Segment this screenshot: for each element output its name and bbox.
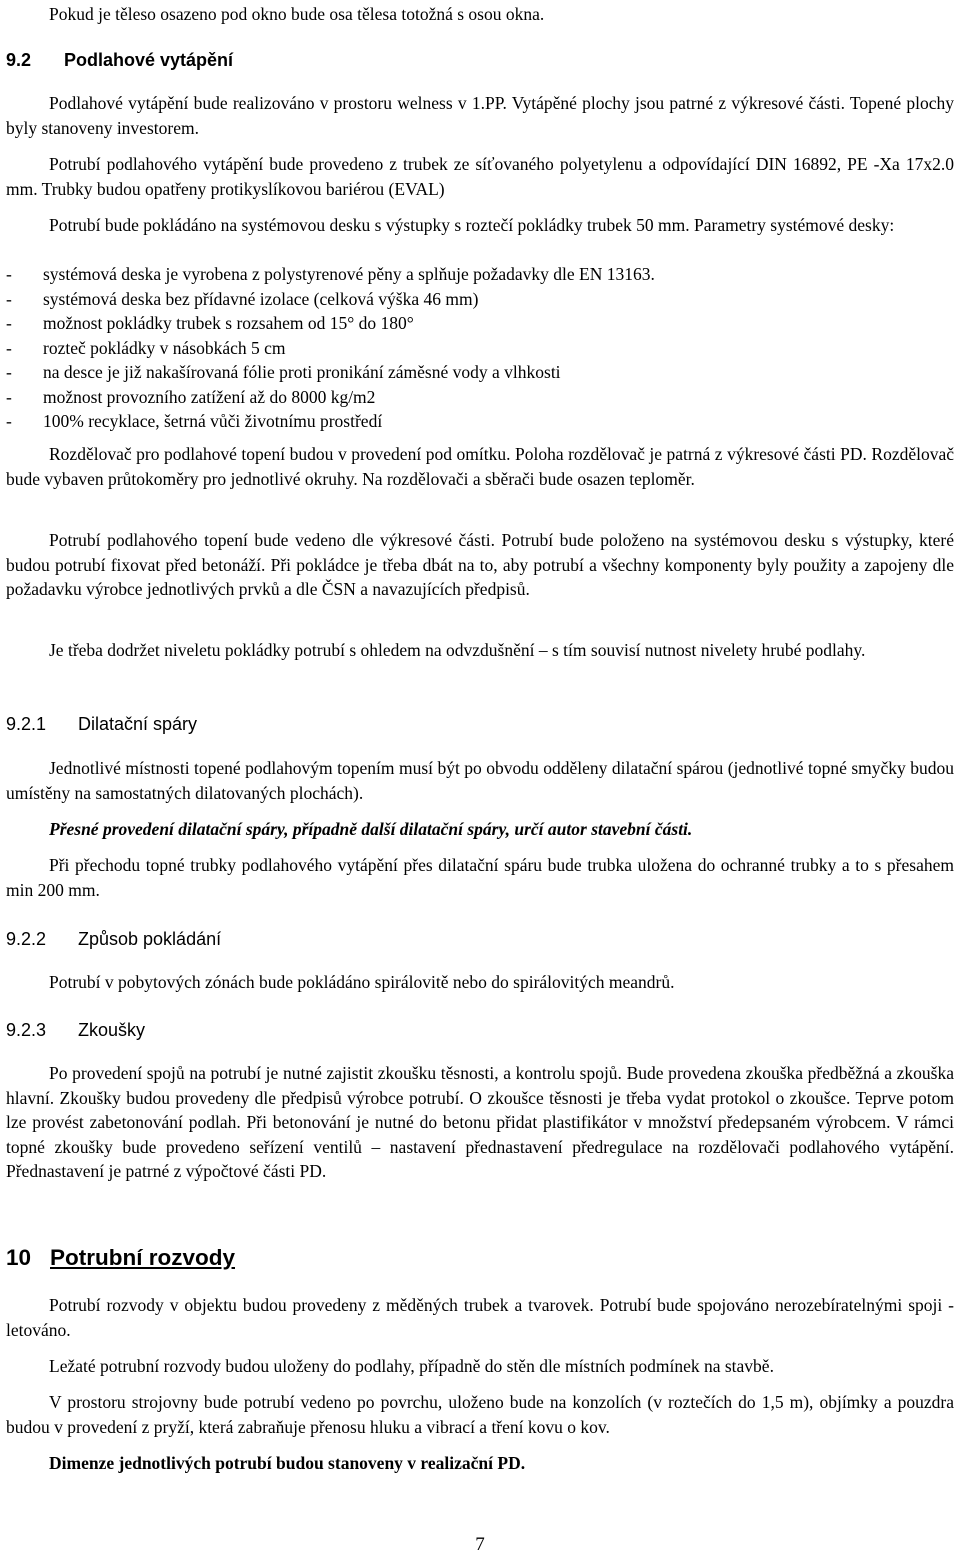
heading-9-2-3 [6, 1018, 145, 1042]
list-item: - 100% recyklace, šetrná vůči životnímu prostředí [6, 409, 954, 434]
paragraph-10-4: Dimenze jednotlivých potrubí budou stanoveny v realizační PD. [49, 1453, 526, 1473]
list-marker: - [6, 264, 12, 284]
paragraph-10-1: Potrubí rozvody v objektu budou provedeny z měděných trubek a tvarovek. Potrubí bude spojováno nerozebíratelnými spoji - letováno. [6, 1295, 954, 1340]
list-marker: - [6, 337, 12, 358]
list-marker: - [6, 362, 12, 382]
list-item: - systémová deska bez přídavné izolace (celková výška 46 mm) [6, 287, 954, 312]
paragraph-9-2-1-2: Přesné provedení dilatační spáry, případně další dilatační spáry, určí autor stavební části. [49, 819, 693, 839]
paragraph-9-2-6: Je třeba dodržet niveletu pokládky potrubí s ohledem na odvzdušnění – s tím souvisí nutnost nivelety hrubé podlahy. [49, 640, 866, 660]
paragraph-9-2-2-1: Potrubí v pobytových zónách bude pokládáno spirálovitě nebo do spirálovitých meandrů. [49, 972, 675, 992]
list-item: - možnost provozního zatížení až do 8000 kg/m2 [6, 385, 954, 410]
paragraph-10-2: Ležaté potrubní rozvody budou uloženy do podlahy, případně do stěn dle místních podmínek na stavbě. [49, 1356, 774, 1376]
paragraph-9-2-1: Podlahové vytápění bude realizováno v prostoru welness v 1.PP. Vytápěné plochy jsou patrné z výkresové části. Topené plochy byly stanoveny investorem. [6, 93, 954, 138]
list-marker: - [6, 386, 12, 407]
paragraph-9-2-3: Potrubí bude pokládáno na systémovou desku s výstupky s roztečí pokládky trubek 50 mm. Parametry systémové desky: [49, 215, 895, 235]
heading-10 [6, 1243, 235, 1273]
paragraph-9-2-1-3: Při přechodu topné trubky podlahového vytápění přes dilatační spáru bude trubka uložena do ochranné trubky a to s přesahem min 200 mm. [6, 855, 954, 900]
section-title: Dilatační spáry [78, 714, 198, 734]
section-title: Způsob pokládání [78, 929, 222, 949]
section-title: Potrubní rozvody [50, 1245, 235, 1270]
list-item: - rozteč pokládky v násobkách 5 cm [6, 336, 954, 361]
board-parameters-list [6, 262, 954, 434]
section-title: Zkoušky [78, 1020, 146, 1040]
paragraph-9-2-4: Rozdělovač pro podlahové topení budou v provedení pod omítku. Poloha rozdělovač je patrná z výkresové části PD. Rozdělovač bude vybaven průtokoměry pro jednotlivé okruhy. Na rozdělovači a sběrači bude osazen teploměr. [6, 444, 954, 489]
page-number: 7 [475, 1534, 485, 1555]
list-item: - na desce je již nakašírovaná fólie proti pronikání záměsné vody a vlhkosti [6, 360, 954, 385]
section-number: 9.2 [6, 50, 32, 70]
list-marker: - [6, 313, 12, 333]
section-title: Podlahové vytápění [64, 50, 234, 70]
section-number: 9.2.2 [6, 929, 47, 949]
section-number: 9.2.1 [6, 714, 47, 734]
list-item: - možnost pokládky trubek s rozsahem od 15° do 180° [6, 311, 954, 336]
section-number: 9.2.3 [6, 1020, 47, 1040]
paragraph-9-2-2: Potrubí podlahového vytápění bude provedeno z trubek ze síťovaného polyetylenu a odpovídající DIN 16892, PE -Xa 17x2.0 mm. Trubky budou opatřeny protikyslíkovou bariérou (EVAL) [6, 154, 954, 199]
paragraph-10-3: V prostoru strojovny bude potrubí vedeno po povrchu, uloženo bude na konzolích (v roztečích do 1,5 m), objímky a pouzdra budou v provedení z pryží, která zabraňuje přenosu hluku a vibrací a tření kovu o kov. [6, 1392, 954, 1437]
paragraph-9-2-1-1: Jednotlivé místnosti topené podlahovým topením musí být po obvodu odděleny dilatační spárou (jednotlivé topné smyčky budou umístěny na samostatných dilatovaných plochách). [6, 758, 954, 803]
list-marker: - [6, 288, 12, 309]
intro-paragraph: Pokud je těleso osazeno pod okno bude osa tělesa totožná s osou okna. [49, 4, 545, 24]
heading-9-2-1 [6, 712, 197, 736]
list-marker: - [6, 411, 12, 431]
section-number: 10 [6, 1245, 32, 1270]
list-item: - systémová deska je vyrobena z polystyrenové pěny a splňuje požadavky dle EN 13163. [6, 262, 954, 287]
paragraph-9-2-3-1: Po provedení spojů na potrubí je nutné zajistit zkoušku těsnosti, a kontrolu spojů. Bude provedena zkouška předběžná a zkouška hlavní. Zkoušky budou provedeny dle předpisů výrobce potrubí. O zkoušce těsnosti je třeba vydat protokol o zkoušce. Teprve potom lze provést zabetonování podlah. Při betonování je nutné do betonu přidat plastifikátor v množství předepsaném výrobcem. V rámci topné zkoušky bude provedeno seřízení ventilů – nastavení přednastavení předregulace na rozdělovači podlahového vytápění. Přednastavení je patrné z výpočtové části PD. [6, 1063, 954, 1181]
heading-9-2-2 [6, 927, 221, 951]
heading-9-2 [6, 48, 233, 72]
paragraph-9-2-5: Potrubí podlahového topení bude vedeno dle výkresové části. Potrubí bude položeno na systémovou desku s výstupky, které budou potrubí fixovat před betonáží. Při pokládce je třeba dbát na to, aby potrubí a všechny komponenty byly použity a zapojeny dle požadavku výrobce jednotlivých prvků a dle ČSN a navazujících předpisů. [6, 530, 954, 599]
